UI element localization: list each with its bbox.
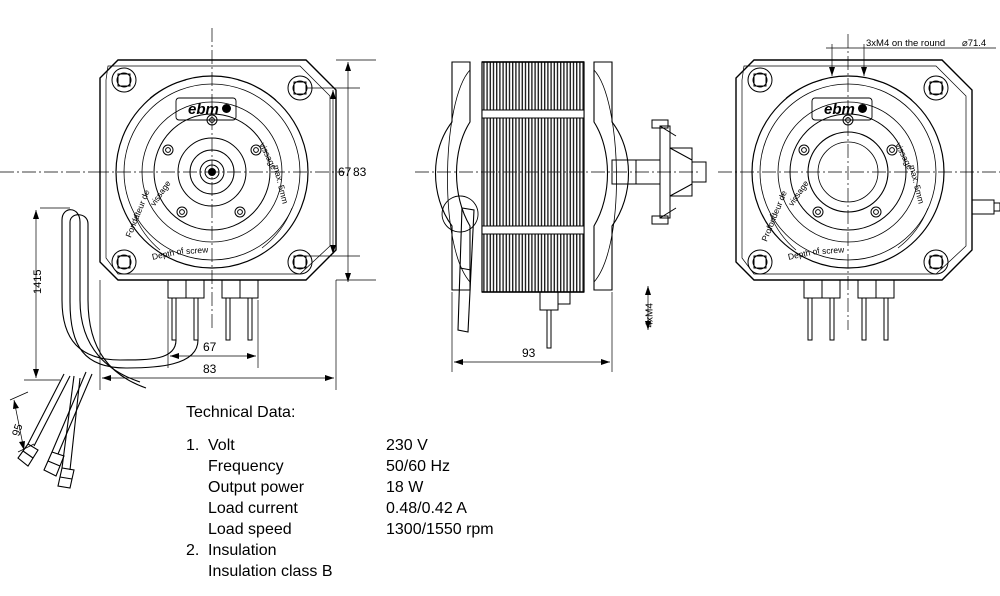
- tech-row-key: Insulation class B: [208, 563, 333, 580]
- tech-row: [186, 435, 706, 456]
- side-note-4xm4: 4xM4: [644, 303, 656, 328]
- rear-curved-text-inner: Depth of: [786, 245, 821, 262]
- rear-view-group: [718, 34, 1000, 340]
- tech-row: [186, 456, 706, 477]
- tech-row-value: [386, 540, 686, 561]
- tech-row-value: 230 V: [386, 437, 428, 454]
- front-dim-83-horizontal: 83: [203, 362, 217, 376]
- tech-row: [186, 540, 706, 561]
- tech-row-key: Output power: [208, 479, 305, 496]
- tech-row-key: Load speed: [208, 521, 292, 538]
- front-curved-text-inner: Depth of: [150, 245, 185, 262]
- front-curved-text-outer: Fondateur de: [123, 188, 152, 239]
- side-dim-93: 93: [522, 346, 536, 360]
- rear-note-3xm4: 3xM4 on the round: [866, 38, 946, 49]
- front-brand-dot: [222, 104, 231, 113]
- front-dim-95: 95: [10, 422, 26, 438]
- tech-row-key: Volt: [208, 437, 235, 454]
- rear-curved-text-inner-2: screw: [821, 244, 845, 256]
- front-curved-text-right-2: vissage: [257, 140, 280, 172]
- front-dim-83-vertical: 83: [353, 165, 367, 179]
- tech-row-number: 1.: [186, 437, 200, 454]
- tech-row-value: 0.48/0.42 A: [386, 500, 467, 517]
- tech-row-key: Insulation: [208, 542, 277, 559]
- front-dim-67-vertical: 67: [338, 165, 352, 179]
- front-curved-text-right: max. 5mm: [271, 163, 291, 205]
- front-curved-text-inner-2: screw: [185, 244, 209, 256]
- rear-curved-text-right-2: vissage: [893, 140, 916, 172]
- technical-data-heading: Technical Data:: [186, 404, 296, 421]
- rear-note-diameter: ⌀71.4: [962, 38, 987, 49]
- rear-curved-text-right: max. 5mm: [907, 163, 927, 205]
- front-brand-label: ebm: [188, 101, 219, 118]
- tech-row-value: 18 W: [386, 479, 424, 496]
- front-dim-67-horizontal: 67: [203, 340, 217, 354]
- side-view-group: [415, 62, 706, 372]
- rear-curved-text-outer: Profondeur de: [759, 189, 789, 243]
- front-curved-text-outer-2: vissage: [147, 178, 173, 208]
- rear-brand-label: ebm: [824, 101, 855, 118]
- rear-brand-dot: [858, 104, 867, 113]
- technical-data-block: [186, 402, 706, 582]
- tech-row-number: 2.: [186, 542, 200, 559]
- front-dim-1415: 1415: [32, 269, 44, 294]
- tech-row-value: 50/60 Hz: [386, 458, 451, 475]
- tech-row-value: 1300/1550 rpm: [386, 521, 494, 538]
- tech-row-key: Frequency: [208, 458, 284, 475]
- rear-curved-text-outer-2: vissage: [785, 178, 811, 208]
- tech-row: [186, 561, 706, 582]
- tech-row: [186, 519, 706, 540]
- tech-row: [186, 498, 706, 519]
- tech-row: [186, 477, 706, 498]
- tech-row-key: Load current: [208, 500, 298, 517]
- tech-row-value: [386, 561, 686, 582]
